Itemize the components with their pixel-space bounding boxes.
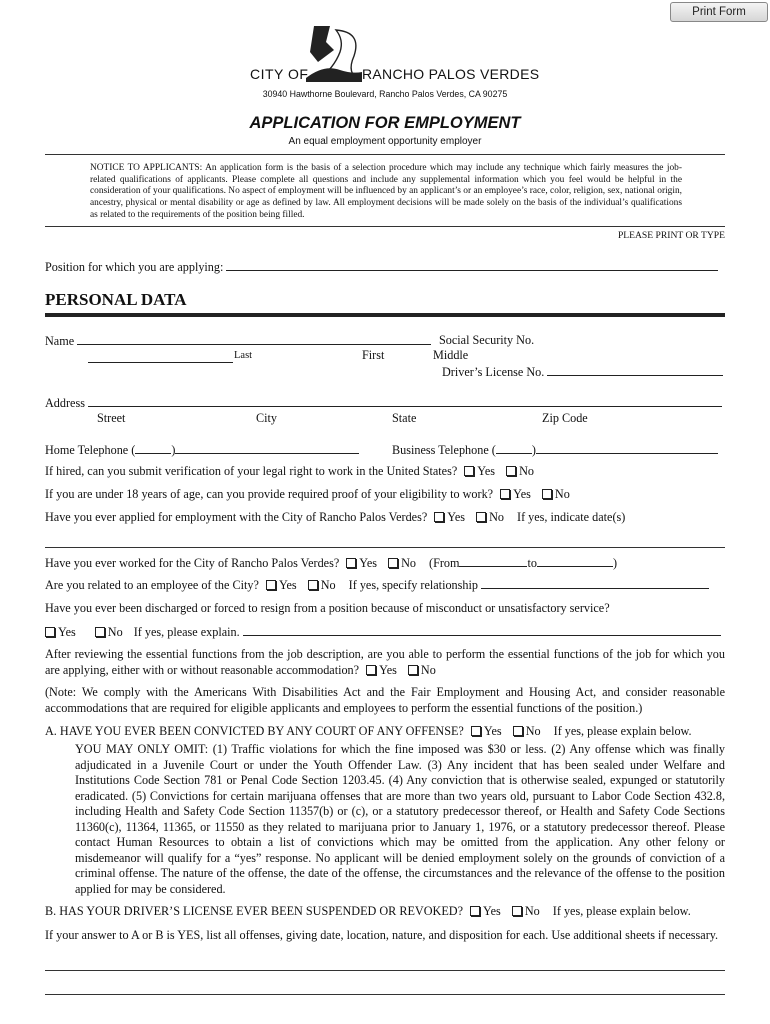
conviction-yes-checkbox[interactable] <box>471 726 481 736</box>
applied-dates-label: If yes, indicate date(s) <box>517 510 626 524</box>
dl-label: Driver’s License No. <box>442 365 545 379</box>
applied-row <box>45 510 625 525</box>
section-divider <box>45 313 725 317</box>
address-field[interactable] <box>88 395 722 407</box>
conviction-row <box>45 724 692 739</box>
home-phone-label: Home Telephone ( <box>45 443 136 457</box>
under18-row <box>45 487 570 502</box>
no-label: No <box>320 578 336 592</box>
no-label: No <box>524 904 540 918</box>
home-phone-row: Home Telephone ( ) <box>45 442 359 458</box>
divider <box>45 154 725 155</box>
relationship-field[interactable] <box>481 577 709 589</box>
yes-label: Yes <box>58 625 76 639</box>
offenses-field-line-1[interactable] <box>45 970 725 971</box>
business-area-field[interactable] <box>496 442 532 454</box>
no-label: No <box>554 487 570 501</box>
section-title: PERSONAL DATA <box>45 290 187 309</box>
explain-below-label: If yes, please explain below. <box>553 724 692 738</box>
yes-label: Yes <box>447 510 466 524</box>
first-label: First <box>362 348 385 362</box>
name-label: Name <box>45 334 75 348</box>
yes-label: Yes <box>278 578 297 592</box>
applied-dates-field[interactable] <box>45 547 725 548</box>
name-last-field[interactable] <box>88 351 233 363</box>
worked-no-checkbox[interactable] <box>388 558 398 568</box>
explain-below-label: If yes, please explain below. <box>552 904 691 918</box>
home-phone-field[interactable] <box>175 442 359 454</box>
q-b: B. HAS YOUR DRIVER’S LICENSE EVER BEEN SUSPENDED OR REVOKED? <box>45 904 463 918</box>
no-label: No <box>420 662 436 677</box>
worked-yes-checkbox[interactable] <box>346 558 356 568</box>
q-worked: Have you ever worked for the City of Rancho Palos Verdes? <box>45 556 340 570</box>
state-label: State <box>392 411 417 425</box>
applied-yes-checkbox[interactable] <box>434 512 444 522</box>
essential-yes-checkbox[interactable] <box>366 665 376 675</box>
no-label: No <box>525 724 541 738</box>
to-label: to <box>527 556 537 570</box>
related-yes-checkbox[interactable] <box>266 580 276 590</box>
q-discharged: Have you ever been discharged or forced to resign from a position because of misconduct or unsatisfactory service? <box>45 601 610 615</box>
last-label: Last <box>234 350 253 361</box>
license-row <box>45 904 691 919</box>
name-row <box>45 333 431 349</box>
from-label: (From <box>429 556 460 570</box>
notice-text: NOTICE TO APPLICANTS: An application form is the basis of a selection procedure which may include any technique which fairly measures the job-related qualifications of applicants. Please complete all questions and include any supplemental information which you feel would be helpful in the consideration of your qualifications. No aspect of employment will be influenced by an applicant’s or an employee’s race, color, religion, sex, national origin, ancestry, physical or mental disability or age as defined by law. All employment decisions will be made solely on the basis of the individual’s qualifications as related to the requirements of the position being filled. <box>90 163 682 220</box>
no-label: No <box>489 510 504 524</box>
under18-yes-checkbox[interactable] <box>500 489 510 499</box>
name-field[interactable] <box>77 333 431 345</box>
essential-no-checkbox[interactable] <box>408 665 418 675</box>
license-yes-checkbox[interactable] <box>470 906 480 916</box>
verify-yes-checkbox[interactable] <box>464 466 474 476</box>
no-label: No <box>107 625 123 639</box>
under18-no-checkbox[interactable] <box>542 489 552 499</box>
middle-label: Middle <box>433 348 469 362</box>
address-label: Address <box>45 396 85 410</box>
page-subtitle: An equal employment opportunity employer <box>288 136 482 147</box>
omit-paragraph: YOU MAY ONLY OMIT: (1) Traffic violations for which the fine imposed was $30 or less. (2) Any offense which was finally adjudicated in a Juvenile Court or under the Youth Offender Law. (3) Any incident that has been sealed under Welfare and Institutions Code Section 781 or Penal Code Section 1203.45. (4) Any conviction that is otherwise sealed, expunged or statutorily eradicated. (5) Convictions for certain marijuana offenses that are more than two years old, pursuant to Labor Code Section 432.8, including Health and Safety Code Section 11357(b) or (c), or a statutory predecessor thereof, or Health and Safety Code Sections 11360(c), 11364, 11365, or 11550 as they related to marijuana prior to January 1, 1976, or a statutory predecessor thereof. Please contact Human Resources to obtain a list of convictions which may be omitted from the application. Any other felony or misdemeanor will qualify for a “yes” response. No applicant will be denied employment solely on the grounds of conviction of a criminal offense. The nature of the offense, the date of the offense, the circumstances and the relevance of the offense to the position applied for may be considered. <box>75 742 725 896</box>
business-phone-row: Business Telephone ( ) <box>392 442 718 458</box>
verify-no-checkbox[interactable] <box>506 466 516 476</box>
page-title: APPLICATION FOR EMPLOYMENT <box>249 114 521 132</box>
position-field[interactable] <box>226 259 718 271</box>
position-row <box>45 259 718 275</box>
yes-label: Yes <box>483 724 502 738</box>
verify-row <box>45 464 534 479</box>
street-label: Street <box>97 411 126 425</box>
ada-note: (Note: We comply with the Americans With Disabilities Act and the Fair Employment and Housing Act, and consider reasonable accommodations that are required for eligible applicants and employees to perform the essential functions of the position.) <box>45 685 725 715</box>
dl-field[interactable] <box>547 364 723 376</box>
divider <box>45 226 725 227</box>
yes-label: Yes <box>477 464 496 478</box>
applied-no-checkbox[interactable] <box>476 512 486 522</box>
q-a: A. HAVE YOU EVER BEEN CONVICTED BY ANY COURT OF ANY OFFENSE? <box>45 724 464 738</box>
essential-paragraph <box>45 647 725 678</box>
related-row <box>45 577 709 593</box>
dl-row <box>442 364 723 380</box>
business-phone-label: Business Telephone ( <box>392 443 496 457</box>
logo-city-name: RANCHO PALOS VERDES <box>362 66 540 82</box>
q-related: Are you related to an employee of the City? <box>45 578 259 592</box>
logo-city-of: CITY OF <box>250 66 309 82</box>
q-under18: If you are under 18 years of age, can you provide required proof of your eligibility to work? <box>45 487 494 501</box>
q-applied: Have you ever applied for employment with the City of Rancho Palos Verdes? <box>45 510 428 524</box>
q-essential: After reviewing the essential functions from the job description, are you able to perform the essential functions of the job for which you are applying, either with or without reasonable accommodation? <box>45 647 725 677</box>
ssn-label: Social Security No. <box>439 333 535 347</box>
discharged-row <box>45 624 721 640</box>
yes-label: Yes <box>483 904 501 918</box>
print-type-note: PLEASE PRINT OR TYPE <box>617 230 725 241</box>
discharged-explain-field[interactable] <box>243 624 721 636</box>
worked-row: Have you ever worked for the City of Rancho Palos Verdes? Yes No (From to ) <box>45 556 618 570</box>
yes-label: Yes <box>513 487 531 501</box>
yes-label: Yes <box>359 556 378 570</box>
zip-label: Zip Code <box>542 411 588 425</box>
position-label: Position for which you are applying: <box>45 260 224 274</box>
yes-label: Yes <box>379 662 397 677</box>
final-note: If your answer to A or B is YES, list all offenses, giving date, location, nature, and disposition for each. Use additional sheets if necessary. <box>45 928 719 942</box>
explain-label: If yes, please explain. <box>133 625 240 639</box>
to-field[interactable] <box>537 555 613 567</box>
license-no-checkbox[interactable] <box>512 906 522 916</box>
from-field[interactable] <box>459 555 527 567</box>
city-label: City <box>256 411 277 425</box>
related-no-checkbox[interactable] <box>308 580 318 590</box>
no-label: No <box>519 464 534 478</box>
conviction-no-checkbox[interactable] <box>513 726 523 736</box>
city-logo-icon <box>300 22 370 84</box>
business-phone-field[interactable] <box>536 442 718 454</box>
print-form-button[interactable]: Print Form <box>670 2 768 22</box>
address-row <box>45 395 722 411</box>
city-address: 30940 Hawthorne Boulevard, Rancho Palos Verdes, CA 90275 <box>262 89 508 99</box>
related-specify-label: If yes, specify relationship <box>348 578 478 592</box>
q-verify: If hired, can you submit verification of your legal right to work in the United States? <box>45 464 458 478</box>
discharged-no-checkbox[interactable] <box>95 627 105 637</box>
no-label: No <box>401 556 416 570</box>
discharged-yes-checkbox[interactable] <box>45 627 55 637</box>
offenses-field-line-2[interactable] <box>45 994 725 995</box>
home-area-field[interactable] <box>135 442 171 454</box>
